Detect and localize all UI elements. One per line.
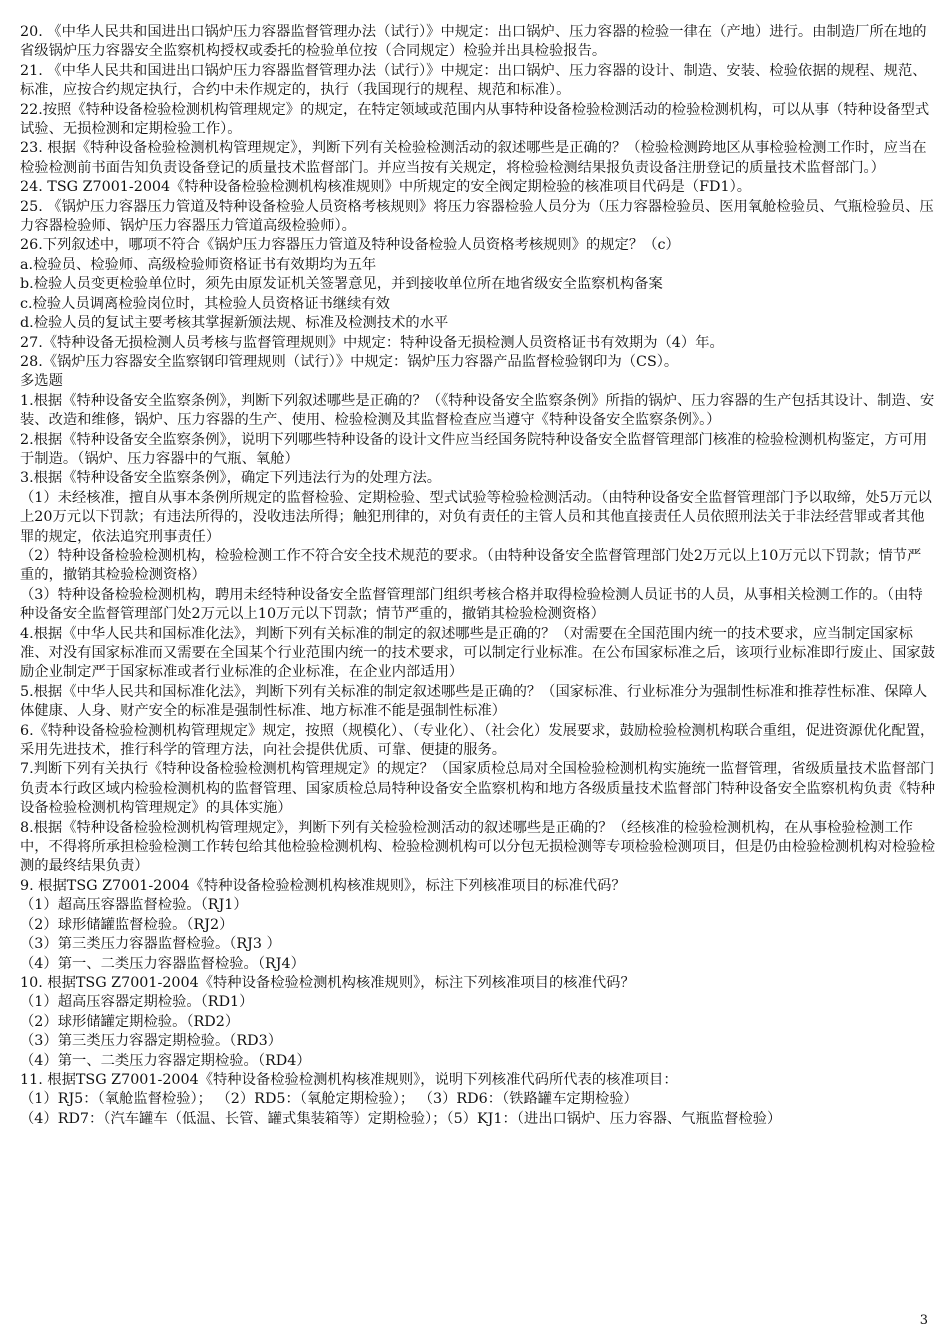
multi-question-4: 4.根据《中华人民共和国标准化法》，判断下列有关标准的制定的叙述哪些是正确的？（对需要在全国范围内统一的技术要求，应当制定国家标准、对没有国家标准而又需要在全国某个行业范围内统一的技术要求，可以制定行业标准。在公布国家标准之后，该项行业标准即行废止、国家鼓励企业制定严于国家标准或者行业标准的企业标准，在企业内部适用） [20,625,935,681]
multi-question-9-item-4: （4）第一、二类压力容器监督检验。（RJ4） [20,955,305,972]
multi-question-9-item-1: （1）超高压容器监督检验。（RJ1） [20,897,248,914]
multi-question-11: 11. 根据TSG Z7001-2004《特种设备检验检测机构核准规则》，说明下列核准代码所代表的核准项目： [20,1071,678,1088]
option-d: d.检验人员的复试主要考核其掌握新颁法规、标准及检测技术的水平 [20,315,449,332]
question-27: 27.《特种设备无损检测人员考核与监督管理规则》中规定：特种设备无损检测人员资格证书有效期为（4）年。 [20,334,724,351]
multi-question-10: 10. 根据TSG Z7001-2004《特种设备检验检测机构核准规则》，标注下列核准项目的核准代码？ [20,974,635,991]
multi-question-3-item-3: （3）特种设备检验检测机构，聘用未经特种设备安全监督管理部门组织考核合格并取得检验检测人员证书的人员，从事相关检测工作的。（由特种设备安全监督管理部门处2万元以上10万元以下罚款；情节严重的，撤销其检验检测资格） [20,586,923,623]
multi-question-10-item-2: （2）球形储罐定期检验。（RD2） [20,1013,240,1030]
multi-question-9: 9. 根据TSG Z7001-2004《特种设备检验检测机构核准规则》，标注下列核准项目的标准代码？ [20,877,626,894]
question-28: 28.《锅炉压力容器安全监察钢印管理规则（试行）》中规定：锅炉压力容器产品监督检验钢印为（CS）。 [20,353,679,370]
question-22: 22.按照《特种设备检验检测机构管理规定》的规定，在特定领域或范围内从事特种设备检验检测活动的检验检测机构，可以从事（特种设备型式试验、无损检测和定期检验工作）。 [20,101,930,138]
option-c: c.检验人员调离检验岗位时，其检验人员资格证书继续有效 [20,295,390,312]
multi-question-8: 8.根据《特种设备检验检测机构管理规定》，判断下列有关检验检测活动的叙述哪些是正确的？（经核准的检验检测机构，在从事检验检测工作中，不得将所承担检验检测工作转包给其他检验检测机构、检验检测机构可以分包无损检测等专项检验检测项目，但是仍由检验检测机构对检验检测的最终结果负责） [20,819,935,875]
question-20: 20. 《中华人民共和国进出口锅炉压力容器监督管理办法（试行）》中规定：出口锅炉、压力容器的检验一律在（产地）进行。由制造厂所在地的省级锅炉压力容器安全监察机构授权或委托的检验单位按（合同规定）检验并出具检验报告。 [20,24,927,60]
multi-question-10-item-3: （3）第三类压力容器定期检验。（RD3） [20,1033,283,1050]
document-body [20,23,935,1129]
multi-question-5: 5.根据《中华人民共和国标准化法》，判断下列有关标准的制定叙述哪些是正确的？（国家标准、行业标准分为强制性标准和推荐性标准、保障人体健康、人身、财产安全的标准是强制性标准、地方标准不能是强制性标准） [20,683,928,720]
multi-question-11-line-1: （1）RJ5：（氧舱监督检验）； （2）RD5：（氧舱定期检验）； （3）RD6：（铁路罐车定期检验） [20,1091,638,1108]
option-a: a.检验员、检验师、高级检验师资格证书有效期均为五年 [20,256,377,273]
multi-question-3-item-1: （1）未经核准，擅自从事本条例所规定的监督检验、定期检验、型式试验等检验检测活动。（由特种设备安全监督管理部门予以取缔，处5万元以上20万元以下罚款；有违法所得的，没收违法所得；触犯刑律的，对负有责任的主管人员和其他直接责任人员依照刑法关于非法经营罪或者其他罪的规定，依法追究刑事责任） [20,489,932,545]
multi-question-11-line-2: （4）RD7：（汽车罐车（低温、长管、罐式集装箱等）定期检验）；（5）KJ1：（进出口锅炉、压力容器、气瓶监督检验） [20,1110,782,1127]
section-heading-multiple-choice: 多选题 [20,373,63,390]
question-24: 24. TSG Z7001-2004《特种设备检验检测机构核准规则》中所规定的安全阀定期检验的核准项目代码是（FD1）。 [20,179,752,196]
multi-question-9-item-2: （2）球形储罐监督检验。（RJ2） [20,916,234,933]
multi-question-6: 6.《特种设备检验检测机构管理规定》规定，按照（规模化）、（专业化）、（社会化）发展要求，鼓励检验检测机构联合重组，促进资源优化配置，采用先进技术，推行科学的管理方法，向社会提供优质、可靠、便捷的服务。 [20,722,935,759]
multi-question-3: 3.根据《特种设备安全监察条例》，确定下列违法行为的处理方法。 [20,470,442,487]
question-26: 26.下列叙述中，哪项不符合《锅炉压力容器压力管道及特种设备检验人员资格考核规则》的规定？（c） [20,237,680,254]
multi-question-10-item-4: （4）第一、二类压力容器定期检验。（RD4） [20,1052,311,1069]
page-number: 3 [919,1313,928,1328]
multi-question-10-item-1: （1）超高压容器定期检验。（RD1） [20,994,254,1011]
multi-question-3-item-2: （2）特种设备检验检测机构，检验检测工作不符合安全技术规范的要求。（由特种设备安全监督管理部门处2万元以上10万元以下罚款；情节严重的，撤销其检验检测资格） [20,547,922,584]
option-b: b.检验人员变更检验单位时，须先由原发证机关签署意见，并到接收单位所在地省级安全监察机构备案 [20,276,663,293]
question-25: 25. 《锅炉压力容器压力管道及特种设备检验人员资格考核规则》将压力容器检验人员分为（压力容器检验员、医用氧舱检验员、气瓶检验员、压力容器检验师、锅炉压力容器压力管道高级检验师）。 [20,198,934,235]
question-21: 21. 《中华人民共和国进出口锅炉压力容器监督管理办法（试行）》中规定：出口锅炉、压力容器的设计、制造、安装、检验依据的规程、规范、标准，应按合约规定执行，合约中未作规定的，执行（我国现行的规程、规范和标准）。 [20,62,927,99]
multi-question-7: 7.判断下列有关执行《特种设备检验检测机构管理规定》的规定？（国家质检总局对全国检验检测机构实施统一监督管理，省级质量技术监督部门负责本行政区域内检验检测机构的监督管理、国家质检总局特种设备安全监察机构和地方各级质量技术监督部门特种设备安全监察机构负责《特种设备检验检测机构管理规定》的具体实施） [20,761,935,817]
multi-question-2: 2.根据《特种设备安全监察条例》，说明下列哪些特种设备的设计文件应当经国务院特种设备安全监督管理部门核准的检验检测机构鉴定，方可用于制造。（锅炉、压力容器中的气瓶、氧舱） [20,431,928,467]
multi-question-1: 1.根据《特种设备安全监察条例》，判断下列叙述哪些是正确的？（《特种设备安全监察条例》所指的锅炉、压力容器的生产包括其设计、制造、安装、改造和维修，锅炉、压力容器的生产、使用、检验检测及其监督检查应当遵守《特种设备安全监察条例》。） [20,392,935,429]
multi-question-9-item-3: （3）第三类压力容器监督检验。（RJ3 ） [20,936,281,953]
question-23: 23. 根据《特种设备检验检测机构管理规定》，判断下列有关检验检测活动的叙述哪些是正确的？（检验检测跨地区从事检验检测工作时，应当在检验检测前书面告知负责设备登记的质量技术监督部门。并应当按有关规定，将检验检测结果报负责设备注册登记的质量技术监督部门。） [20,140,927,176]
